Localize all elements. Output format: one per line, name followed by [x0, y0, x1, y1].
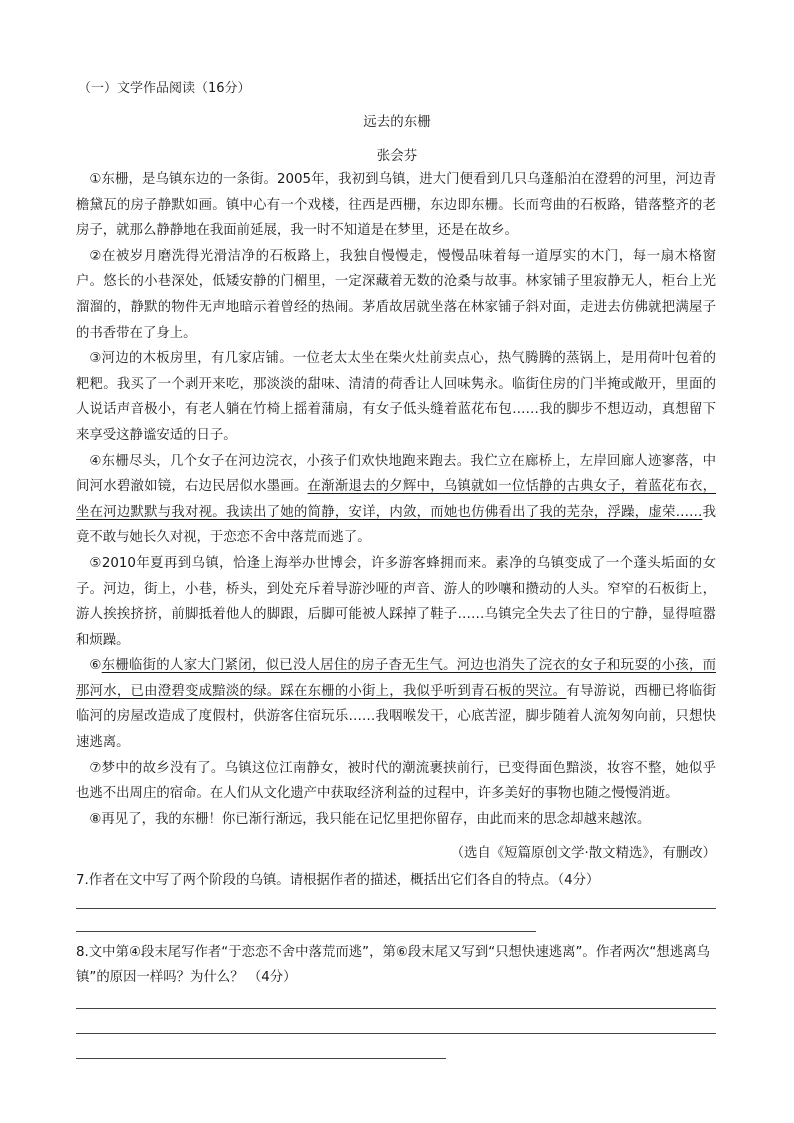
paragraph-text: ⑥ — [89, 658, 102, 674]
answer-line-q8-1[interactable] — [76, 1008, 716, 1009]
article-body — [76, 167, 716, 832]
paragraph-text: ④东栅尽头，几个女子在河边浣衣，小孩子们欢快地跑来跑去。我伫立在廊桥上，左岸回廊人迹寥落，中间河水碧澈如镜，右边民居似水墨画。 — [76, 453, 716, 495]
underlined-passage: 在渐渐退去的夕辉中，乌镇就如一位恬静的古典女子，着蓝花布衣，坐在河边默默与我对视。我读出了她的简静，安详，内敛，而她也仿佛看出了我的芜杂，浮躁，虚荣…… — [76, 479, 717, 520]
article-title: 远去的东栅 — [363, 114, 431, 130]
article-paragraph — [76, 346, 716, 448]
answer-line-q7-2[interactable] — [76, 931, 536, 932]
paragraph-text: ⑤2010年夏再到乌镇，恰逢上海举办世博会，许多游客蜂拥而来。素净的乌镇变成了一个蓬头垢面的女子。河边，街上，小巷，桥头，到处充斥着导游沙哑的声音、游人的吵嚷和攒动的人头。窄窄的石板街上，游人挨挨挤挤，前脚抵着他人的脚跟，后脚可能被人踩掉了鞋子……乌镇完全失去了往日的宁静，显得喧嚣和烦躁。 — [76, 555, 716, 648]
article-paragraph — [76, 449, 716, 551]
article-source: （选自《短篇原创文学·散文精选》，有删改） — [450, 846, 716, 861]
answer-line-q8-3[interactable] — [76, 1058, 446, 1059]
question-7: 7.作者在文中写了两个阶段的乌镇。请根据作者的描述，概括出它们各自的特点。（4分） — [76, 873, 600, 888]
article-paragraph — [76, 167, 716, 244]
question-8: 8.文中第④段末尾写作者“于恋恋不舍中落荒而逃”，第⑥段末尾又写到“只想快速逃离”。作者两次“想逃离乌镇”的原因一样吗？为什么？ （4分） — [76, 945, 710, 985]
paragraph-text: 有导游说，西栅已将临街临河的房屋改造成了度假村，供游客住宿玩乐……我咽喉发干，心底苦涩，脚步随着人流匆匆向前，只想快速逃离。 — [76, 683, 717, 751]
article-paragraph — [76, 756, 716, 807]
answer-line-q8-2[interactable] — [76, 1033, 716, 1034]
article-paragraph — [76, 551, 716, 653]
underlined-passage: 东栅临街的人家大门紧闭，似已没人居住的房子杳无生气。河边也消失了浣衣的女子和玩耍的小孩，而那河水，已由澄碧变成黯淡的绿。踩在东栅的小街上，我似乎听到青石板的哭泣。 — [76, 658, 716, 699]
paragraph-text: 我竟不敢与她长久对视，于恋恋不舍中落荒而逃了。 — [76, 504, 717, 546]
paragraph-text: ⑦梦中的故乡没有了。乌镇这位江南静女，被时代的潮流裹挟前行，已变得面色黯淡，妆容不整，她似乎也逃不出周庄的宿命。在人们从文化遗产中获取经济利益的过程中，许多美好的事物也随之慢慢消逝。 — [76, 760, 716, 802]
paragraph-text: ⑧再见了，我的东栅！你已渐行渐远，我只能在记忆里把你留存，由此而来的思念却越来越浓。 — [89, 811, 651, 827]
article-paragraph — [76, 653, 716, 755]
article-paragraph — [76, 244, 716, 346]
article-author: 张会芬 — [376, 148, 418, 164]
article-paragraph — [76, 807, 716, 833]
paragraph-text: ③河边的木板房里，有几家店铺。一位老太太坐在柴火灶前卖点心，热气腾腾的蒸锅上，是用荷叶包着的粑粑。我买了一个剥开来吃，那淡淡的甜味、清清的荷香让人回味隽永。临街住房的门半掩或敞开，里面的人说话声音极小，有老人躺在竹椅上摇着蒲扇，有女子低头缝着蓝花布包……我的脚步不想迈动，真想留下来享受这静谧安适的日子。 — [76, 351, 716, 443]
paragraph-text: ②在被岁月磨洗得光滑洁净的石板路上，我独自慢慢走，慢慢品味着每一道厚实的木门，每一扇木格窗户。悠长的小巷深处，低矮安静的门楣里，一定深藏着无数的沧桑与故事。林家铺子里寂静无人，柜台上光溜溜的，静默的物件无声地暗示着曾经的热闹。茅盾故居就坐落在林家铺子斜对面，走进去仿佛就把满屋子的书香带在了身上。 — [76, 248, 716, 341]
answer-line-q7-1[interactable] — [76, 908, 716, 909]
section-heading: （一）文学作品阅读（16分） — [78, 81, 251, 96]
paragraph-text: ①东栅，是乌镇东边的一条街。2005年，我初到乌镇，进大门便看到几只乌蓬船泊在澄碧的河里，河边青檐黛瓦的房子静默如画。镇中心有一个戏楼，往西是西栅，东边即东栅。长而弯曲的石板路，错落整齐的老房子，就那么静静地在我面前延展，我一时不知道是在梦里，还是在故乡。 — [76, 172, 716, 239]
